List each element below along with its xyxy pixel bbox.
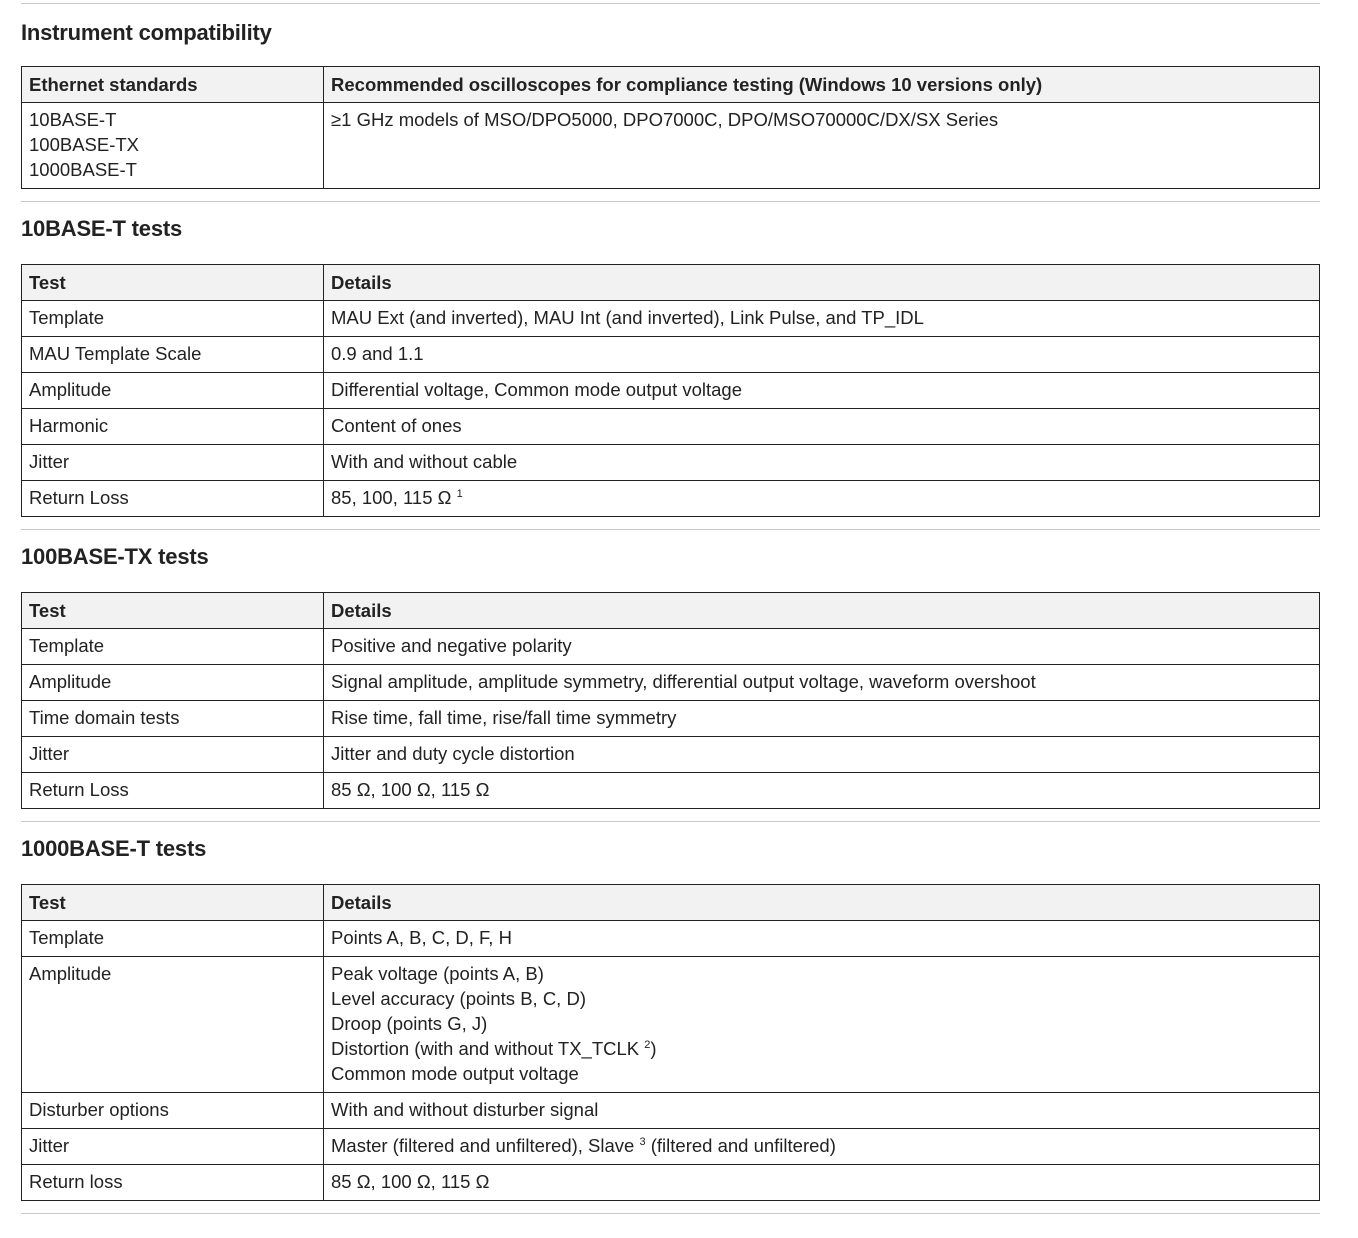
section-heading: 100BASE-TX tests bbox=[21, 544, 209, 569]
table-header-row bbox=[22, 67, 1320, 103]
column-header: Test bbox=[22, 593, 324, 629]
spec-table bbox=[21, 592, 1320, 809]
cell-line: Template bbox=[29, 635, 105, 656]
table-row bbox=[22, 629, 1320, 665]
details-cell bbox=[324, 921, 1320, 957]
column-header: Details bbox=[324, 265, 1320, 301]
test-cell bbox=[22, 103, 324, 189]
table-row bbox=[22, 337, 1320, 373]
table-wrapper bbox=[21, 884, 1320, 1201]
test-cell bbox=[22, 337, 324, 373]
cell-line: Return Loss bbox=[29, 487, 129, 508]
section-divider bbox=[21, 201, 1320, 202]
column-header: Test bbox=[22, 265, 324, 301]
footnote-marker: 1 bbox=[456, 488, 463, 500]
spec-table bbox=[21, 66, 1320, 189]
table-row bbox=[22, 665, 1320, 701]
cell-line: 100BASE-TX bbox=[29, 134, 140, 155]
table-header-row bbox=[22, 593, 1320, 629]
cell-line: Amplitude bbox=[29, 963, 112, 984]
table-row bbox=[22, 373, 1320, 409]
test-cell bbox=[22, 737, 324, 773]
table-row bbox=[22, 409, 1320, 445]
test-cell bbox=[22, 629, 324, 665]
cell-line: ≥1 GHz models of MSO/DPO5000, DPO7000C, DPO/MSO70000C/DX/SX Series bbox=[331, 109, 999, 130]
table-row bbox=[22, 773, 1320, 809]
details-cell bbox=[324, 481, 1320, 517]
footnote-marker: 2 bbox=[644, 1039, 651, 1051]
table-row bbox=[22, 445, 1320, 481]
test-cell bbox=[22, 373, 324, 409]
details-cell bbox=[324, 665, 1320, 701]
section-divider bbox=[21, 529, 1320, 530]
table-row bbox=[22, 301, 1320, 337]
cell-line: Signal amplitude, amplitude symmetry, differential output voltage, waveform overshoot bbox=[331, 671, 1036, 692]
test-cell bbox=[22, 301, 324, 337]
test-cell bbox=[22, 409, 324, 445]
details-cell bbox=[324, 1129, 1320, 1165]
cell-line: Amplitude bbox=[29, 379, 112, 400]
test-cell bbox=[22, 701, 324, 737]
cell-line: Template bbox=[29, 307, 105, 328]
test-cell bbox=[22, 481, 324, 517]
details-cell bbox=[324, 701, 1320, 737]
table-wrapper bbox=[21, 264, 1320, 517]
table-row bbox=[22, 921, 1320, 957]
details-cell bbox=[324, 1093, 1320, 1129]
cell-text: 85, 100, 115 Ω bbox=[331, 487, 457, 508]
section-heading: 10BASE-T tests bbox=[21, 216, 183, 241]
table-row bbox=[22, 1093, 1320, 1129]
test-cell bbox=[22, 773, 324, 809]
footnote-marker: 3 bbox=[639, 1136, 646, 1148]
cell-text: (filtered and unfiltered) bbox=[645, 1135, 836, 1156]
table-wrapper bbox=[21, 592, 1320, 809]
table-row bbox=[22, 1129, 1320, 1165]
details-cell bbox=[324, 373, 1320, 409]
spec-page bbox=[21, 0, 1320, 1214]
table-header-row bbox=[22, 265, 1320, 301]
cell-line: MAU Template Scale bbox=[29, 343, 202, 364]
details-cell bbox=[324, 103, 1320, 189]
details-cell bbox=[324, 773, 1320, 809]
table-row bbox=[22, 737, 1320, 773]
section-divider bbox=[21, 821, 1320, 822]
column-header: Details bbox=[324, 885, 1320, 921]
test-cell bbox=[22, 921, 324, 957]
cell-text: Master (filtered and unfiltered), Slave bbox=[331, 1135, 640, 1156]
table-row bbox=[22, 701, 1320, 737]
cell-line: Jitter bbox=[29, 743, 70, 764]
cell-line: 0.9 and 1.1 bbox=[331, 343, 424, 364]
cell-line: Content of ones bbox=[331, 415, 462, 436]
cell-line: Jitter bbox=[29, 1135, 70, 1156]
test-cell bbox=[22, 1165, 324, 1201]
column-header: Recommended oscilloscopes for compliance testing (Windows 10 versions only) bbox=[324, 67, 1320, 103]
cell-line bbox=[331, 1036, 1312, 1061]
cell-line: Peak voltage (points A, B) bbox=[331, 963, 544, 984]
cell-line: Jitter and duty cycle distortion bbox=[331, 743, 575, 764]
cell-line: 85 Ω, 100 Ω, 115 Ω bbox=[331, 1171, 490, 1192]
cell-line: Differential voltage, Common mode output voltage bbox=[331, 379, 743, 400]
spec-table bbox=[21, 264, 1320, 517]
cell-line: Points A, B, C, D, F, H bbox=[331, 927, 512, 948]
cell-line: Time domain tests bbox=[29, 707, 180, 728]
cell-text: ) bbox=[650, 1038, 657, 1059]
cell-line: Disturber options bbox=[29, 1099, 169, 1120]
table-row bbox=[22, 1165, 1320, 1201]
cell-line: Return Loss bbox=[29, 779, 129, 800]
cell-line bbox=[331, 485, 1312, 510]
cell-line: Template bbox=[29, 927, 105, 948]
details-cell bbox=[324, 957, 1320, 1093]
cell-line: Amplitude bbox=[29, 671, 112, 692]
cell-line: Droop (points G, J) bbox=[331, 1013, 488, 1034]
table-row bbox=[22, 481, 1320, 517]
cell-line: 85 Ω, 100 Ω, 115 Ω bbox=[331, 779, 490, 800]
cell-line: MAU Ext (and inverted), MAU Int (and inverted), Link Pulse, and TP_IDL bbox=[331, 307, 924, 328]
test-cell bbox=[22, 665, 324, 701]
details-cell bbox=[324, 445, 1320, 481]
column-header: Ethernet standards bbox=[22, 67, 324, 103]
table-header-row bbox=[22, 885, 1320, 921]
section-divider bbox=[21, 1213, 1320, 1214]
section-divider bbox=[21, 3, 1320, 4]
details-cell bbox=[324, 629, 1320, 665]
cell-line bbox=[331, 1133, 1312, 1158]
cell-line: With and without disturber signal bbox=[331, 1099, 599, 1120]
column-header: Test bbox=[22, 885, 324, 921]
spec-table bbox=[21, 884, 1320, 1201]
cell-line: Level accuracy (points B, C, D) bbox=[331, 988, 586, 1009]
cell-line: Rise time, fall time, rise/fall time symmetry bbox=[331, 707, 677, 728]
details-cell bbox=[324, 301, 1320, 337]
test-cell bbox=[22, 445, 324, 481]
cell-line: Return loss bbox=[29, 1171, 123, 1192]
cell-text: Distortion (with and without TX_TCLK bbox=[331, 1038, 645, 1059]
section-heading: 1000BASE-T tests bbox=[21, 836, 207, 861]
test-cell bbox=[22, 1129, 324, 1165]
section-heading: Instrument compatibility bbox=[21, 20, 272, 45]
details-cell bbox=[324, 337, 1320, 373]
details-cell bbox=[324, 409, 1320, 445]
table-row bbox=[22, 957, 1320, 1093]
table-wrapper bbox=[21, 66, 1320, 189]
details-cell bbox=[324, 1165, 1320, 1201]
cell-line: Common mode output voltage bbox=[331, 1063, 579, 1084]
table-row bbox=[22, 103, 1320, 189]
cell-line: 1000BASE-T bbox=[29, 159, 137, 180]
cell-line: With and without cable bbox=[331, 451, 518, 472]
cell-line: Positive and negative polarity bbox=[331, 635, 572, 656]
column-header: Details bbox=[324, 593, 1320, 629]
test-cell bbox=[22, 957, 324, 1093]
test-cell bbox=[22, 1093, 324, 1129]
cell-line: Harmonic bbox=[29, 415, 109, 436]
cell-line: 10BASE-T bbox=[29, 109, 117, 130]
cell-line: Jitter bbox=[29, 451, 70, 472]
details-cell bbox=[324, 737, 1320, 773]
